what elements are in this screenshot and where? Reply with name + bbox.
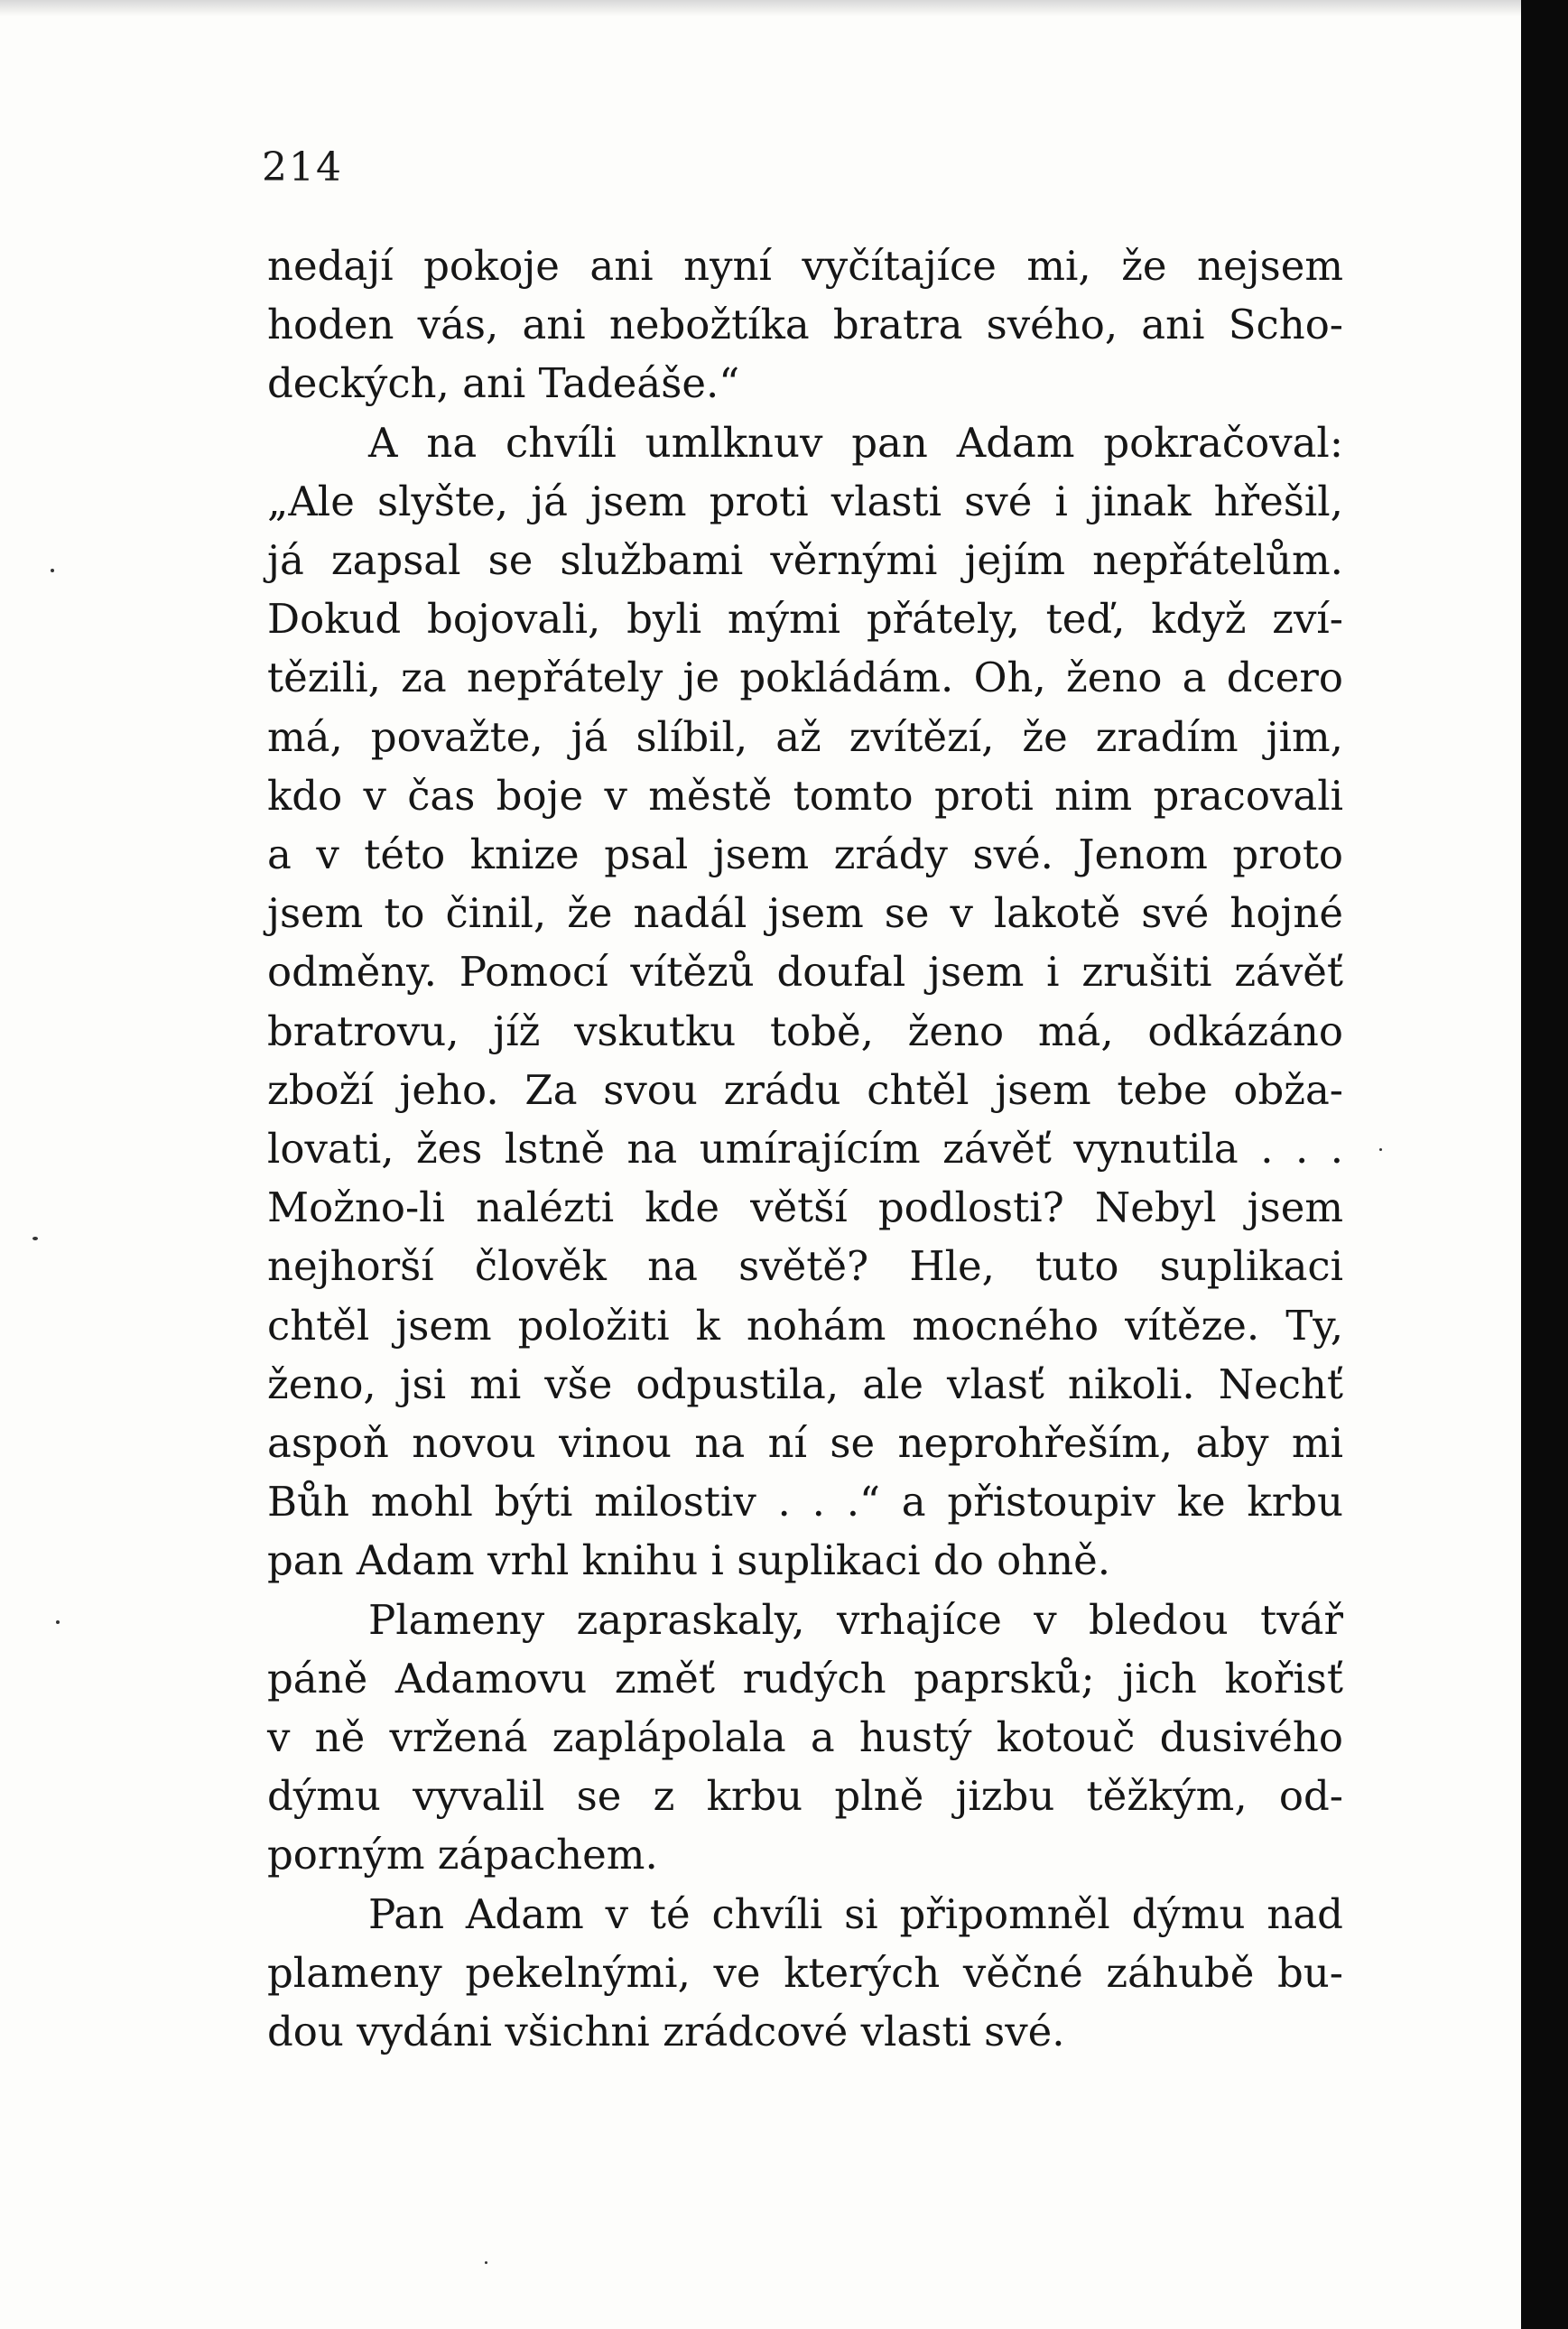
text-line: má, považte, já slíbil, až zvítězí, že zradím jim, [267, 712, 1343, 761]
text-line: „Ale slyšte, já jsem proti vlasti své i jinak hřešil, [267, 477, 1343, 525]
text-line: porným zápachem. [267, 1831, 658, 1879]
text-line: Dokud bojovali, byli mými přátely, teď, když zví- [267, 595, 1343, 644]
text-line: nedají pokoje ani nyní vyčítajíce mi, že nejsem [267, 242, 1343, 290]
text-line: kdo v čas boje v městě tomto proti nim pracovali [267, 771, 1343, 820]
text-line: pan Adam vrhl knihu i suplikaci do ohně. [267, 1536, 1111, 1585]
text-line: hoden vás, ani nebožtíka bratra svého, ani Scho- [267, 301, 1343, 349]
text-line: lovati, žes lstně na umírajícím závěť vynutila . . . [267, 1125, 1343, 1174]
text-line: odměny. Pomocí vítězů doufal jsem i zrušiti závěť [267, 948, 1343, 997]
text-line: dou vydáni všichni zrádcové vlasti své. [267, 2008, 1065, 2056]
body-text [267, 237, 1343, 2061]
scan-speck [56, 1620, 60, 1624]
text-line: chtěl jsem položiti k nohám mocného vítěze. Ty, [267, 1301, 1343, 1350]
text-line: páně Adamovu změť rudých paprsků; jich kořisť [267, 1654, 1343, 1703]
text-line: A na chvíli umlknuv pan Adam pokračoval: [368, 418, 1343, 467]
text-line: plameny pekelnými, ve kterých věčné záhubě bu- [267, 1948, 1343, 1997]
text-line: ženo, jsi mi vše odpustila, ale vlasť nikoli. Nechť [267, 1359, 1343, 1408]
text-line: aspoň novou vinou na ní se neprohřeším, aby mi [267, 1419, 1343, 1468]
scan-speck [485, 2261, 487, 2264]
text-line: Možno-li nalézti kde větší podlosti? Nebyl jsem [267, 1183, 1343, 1232]
text-line: dýmu vyvalil se z krbu plně jizbu těžkým, od- [267, 1772, 1343, 1821]
text-line: jsem to činil, že nadál jsem se v lakotě své hojné [267, 889, 1343, 938]
text-line: v ně vržená zaplápolala a hustý kotouč dusivého [267, 1713, 1343, 1762]
scan-speck [1379, 1148, 1382, 1151]
text-line: Plameny zapraskaly, vrhajíce v bledou tvář [368, 1595, 1343, 1644]
text-line: deckých, ani Tadeáše.“ [267, 359, 740, 408]
page-number: 214 [262, 144, 343, 190]
scan-edge-border [1521, 0, 1568, 2329]
text-line: Pan Adam v té chvíli si připomněl dýmu nad [368, 1889, 1343, 1938]
text-line: nejhorší člověk na světě? Hle, tuto suplikaci [267, 1242, 1343, 1291]
text-line: bratrovu, jíž vskutku tobě, ženo má, odkázáno [267, 1007, 1343, 1055]
text-line: zboží jeho. Za svou zrádu chtěl jsem tebe obža- [267, 1065, 1343, 1114]
page-top-shadow [0, 0, 1521, 16]
text-line: já zapsal se službami věrnými jejím nepřátelům. [267, 536, 1343, 585]
text-line: Bůh mohl býti milostiv . . .“ a přistoupiv ke krbu [267, 1478, 1343, 1526]
scan-speck [32, 1237, 38, 1240]
text-line: a v této knize psal jsem zrády své. Jenom proto [267, 830, 1343, 879]
text-line: tězili, za nepřátely je pokládám. Oh, ženo a dcero [267, 654, 1343, 702]
scan-speck [51, 569, 54, 572]
